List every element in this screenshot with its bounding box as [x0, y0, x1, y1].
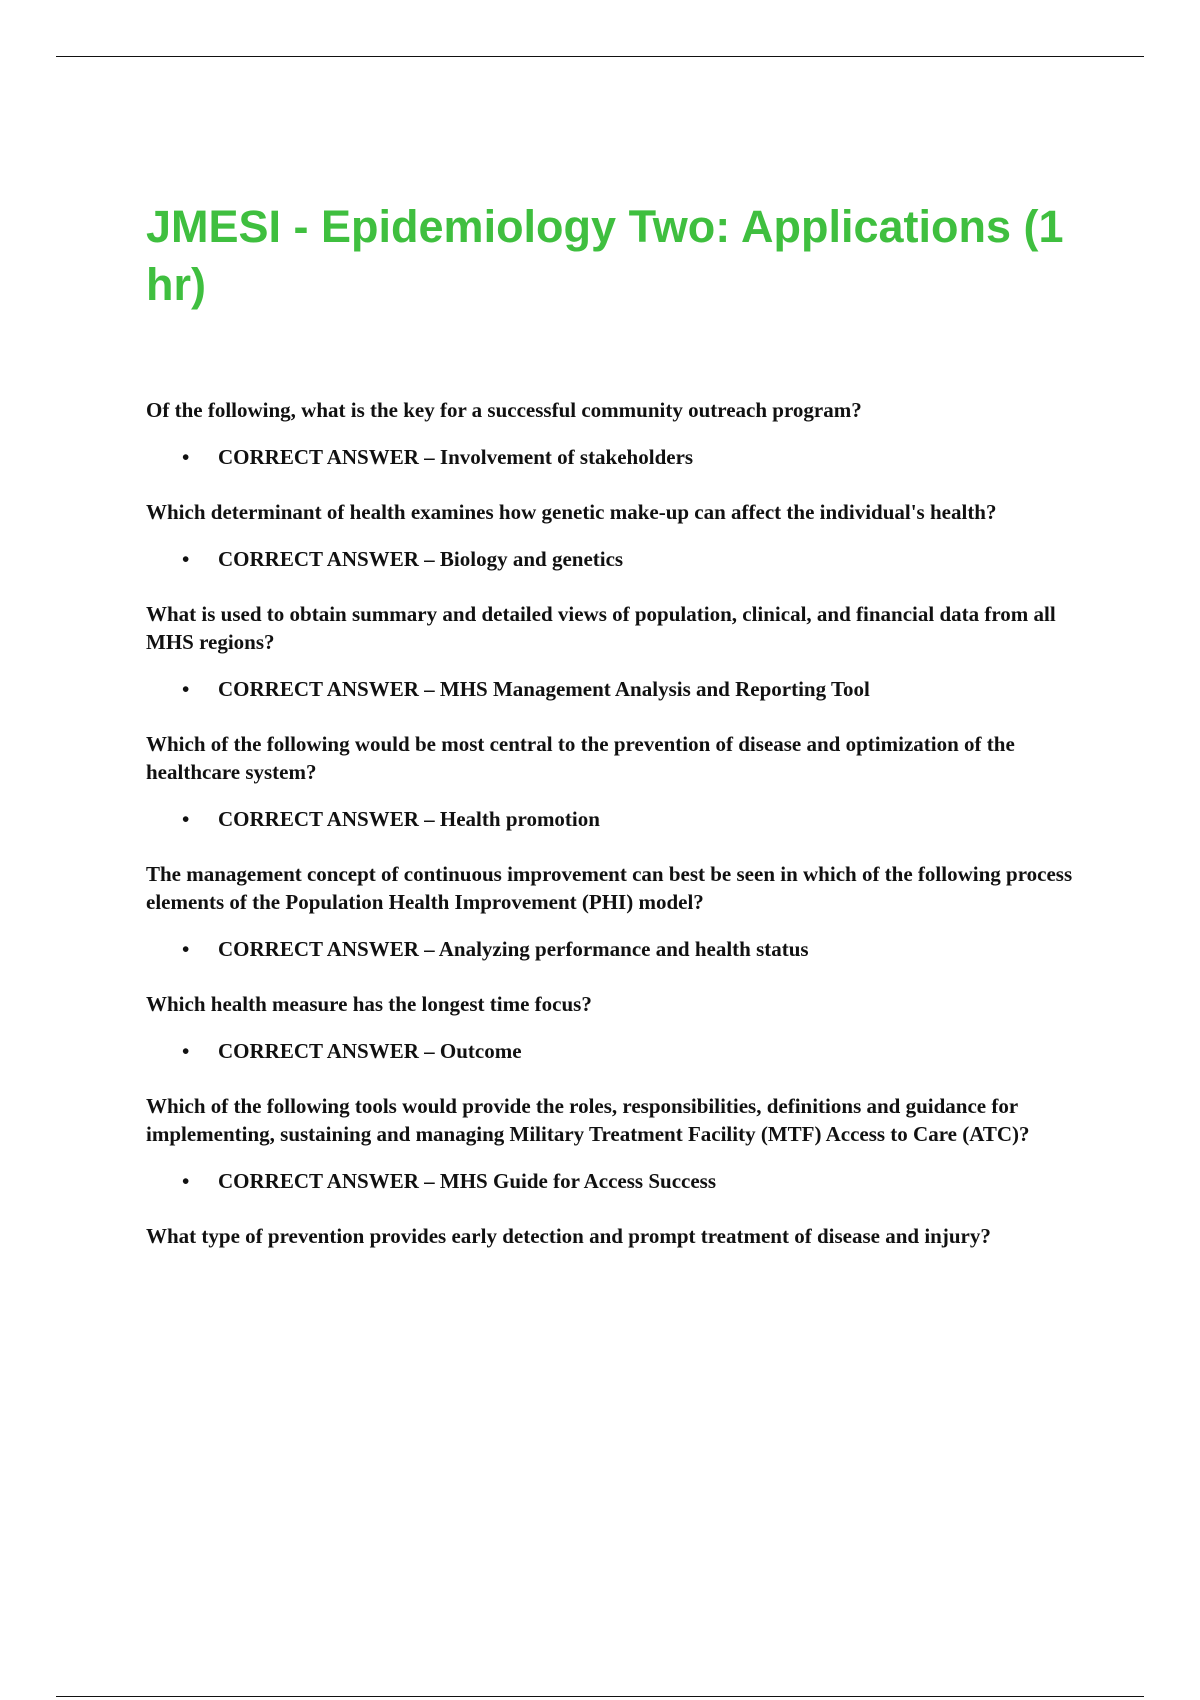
document-body [146, 198, 1096, 1269]
top-rule [56, 56, 1144, 57]
qa-list [146, 396, 1096, 1250]
question-8: What type of prevention provides early detection and prompt treatment of disease and injury? [146, 1224, 991, 1248]
answer-text: MHS Management Analysis and Reporting Tool [439, 677, 870, 701]
answer-3 [146, 675, 1096, 703]
bullet-icon: • [182, 445, 190, 469]
bullet-icon: • [182, 547, 190, 571]
question-3: What is used to obtain summary and detailed views of population, clinical, and financial data from all MHS regions? [146, 602, 1056, 654]
question-5: The management concept of continuous improvement can best be seen in which of the following process elements of the Population Health Improvement (PHI) model? [146, 862, 1073, 914]
answer-prefix: CORRECT ANSWER – [218, 807, 435, 831]
answer-prefix: CORRECT ANSWER – [218, 1169, 435, 1193]
bullet-icon: • [182, 937, 190, 961]
question-6: Which health measure has the longest time focus? [146, 992, 592, 1016]
answer-text: Involvement of stakeholders [439, 445, 694, 469]
question-1: Of the following, what is the key for a successful community outreach program? [146, 398, 862, 422]
bottom-rule [56, 1696, 1144, 1697]
answer-4 [146, 805, 1096, 833]
answer-prefix: CORRECT ANSWER – [218, 445, 435, 469]
answer-6 [146, 1037, 1096, 1065]
answer-text: Biology and genetics [439, 547, 624, 571]
answer-text: Health promotion [439, 807, 600, 831]
answer-1 [146, 443, 1096, 471]
answer-text: Analyzing performance and health status [438, 937, 809, 961]
answer-prefix: CORRECT ANSWER – [218, 677, 435, 701]
answer-text: MHS Guide for Access Success [439, 1169, 717, 1193]
document-title: JMESI - Epidemiology Two: Applications (1 hr) [146, 201, 1064, 310]
question-4: Which of the following would be most central to the prevention of disease and optimization of the healthcare system? [146, 732, 1015, 784]
answer-prefix: CORRECT ANSWER – [218, 547, 435, 571]
bullet-icon: • [182, 807, 190, 831]
bullet-icon: • [182, 1169, 190, 1193]
answer-prefix: CORRECT ANSWER – [218, 937, 435, 961]
answer-5 [146, 935, 1096, 963]
answer-prefix: CORRECT ANSWER – [218, 1039, 435, 1063]
answer-text: Outcome [439, 1039, 522, 1063]
bullet-icon: • [182, 677, 190, 701]
answer-2 [146, 545, 1096, 573]
question-7: Which of the following tools would provide the roles, responsibilities, definitions and guidance for implementing, sustaining and managing Military Treatment Facility (MTF) Access to Care (ATC)? [146, 1094, 1030, 1146]
question-2: Which determinant of health examines how genetic make-up can affect the individual's health? [146, 500, 997, 524]
answer-7 [146, 1167, 1096, 1195]
bullet-icon: • [182, 1039, 190, 1063]
